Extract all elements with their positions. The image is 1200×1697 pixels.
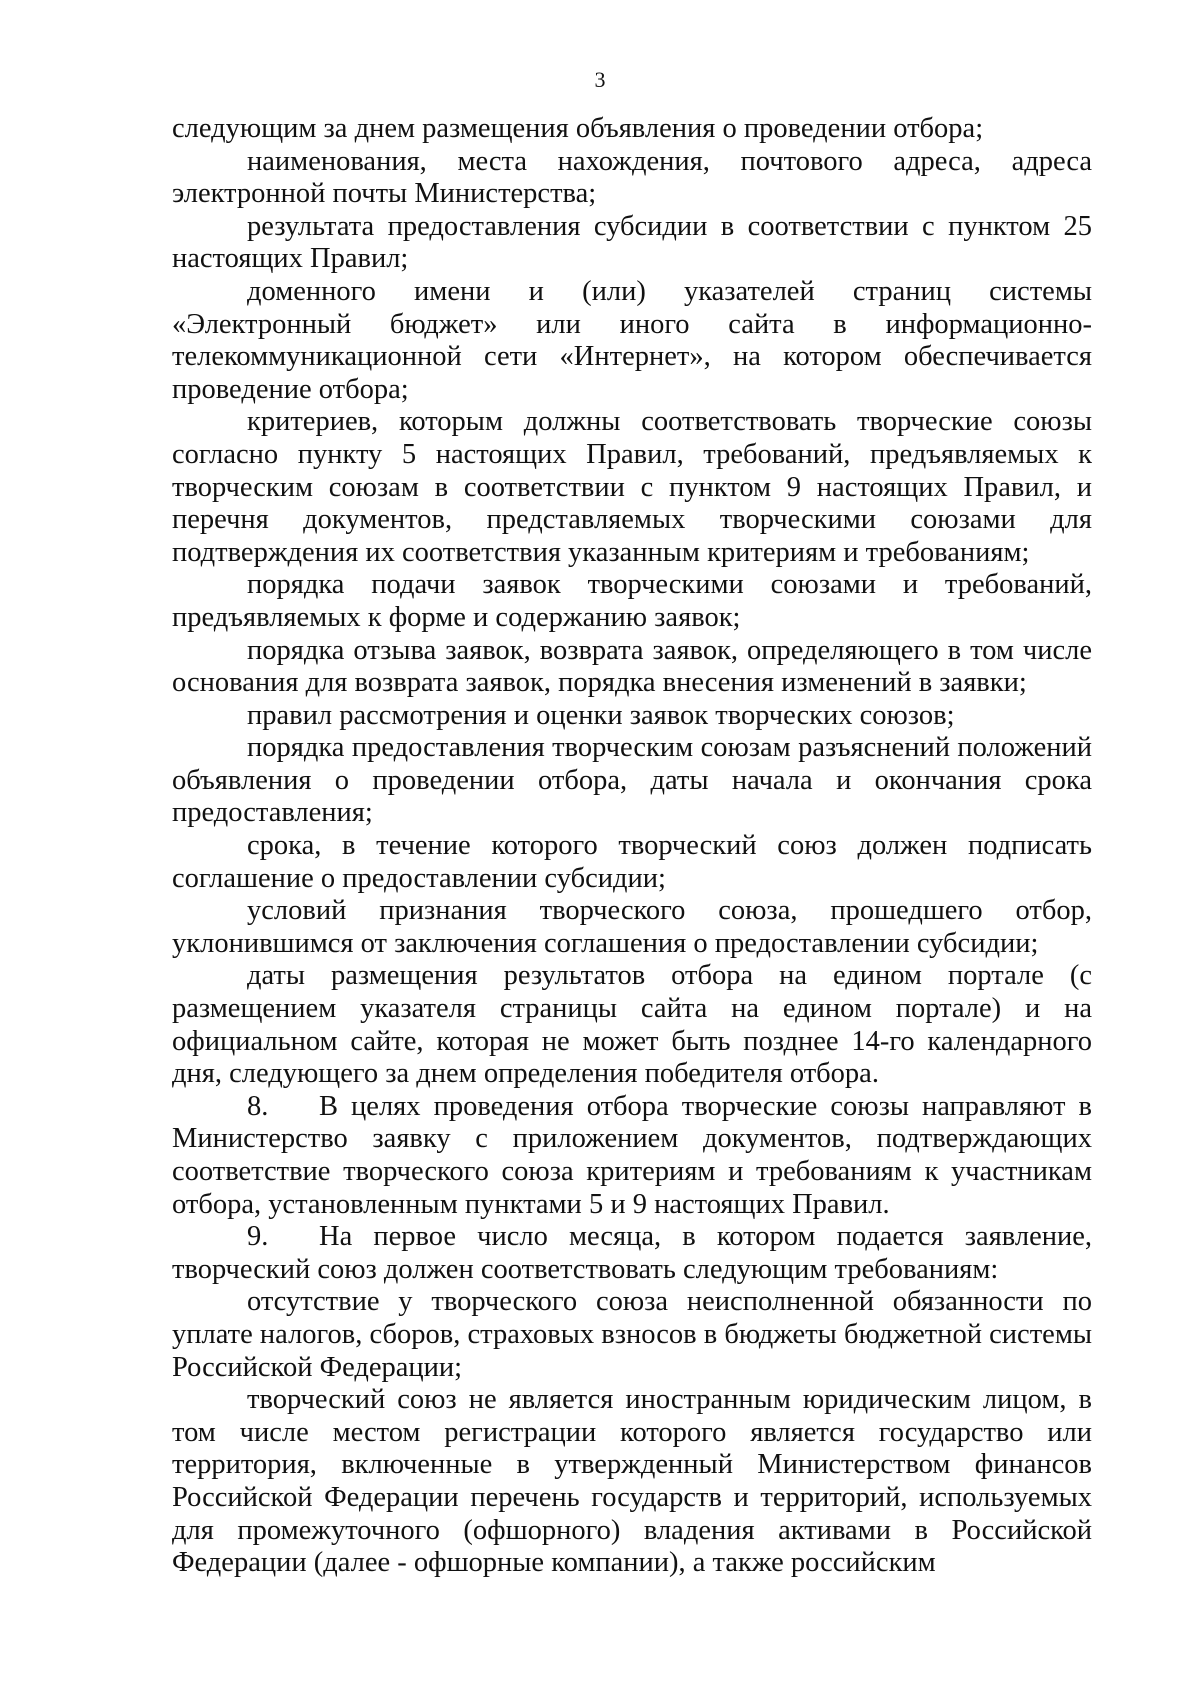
paragraph: [172, 406, 1092, 569]
paragraph-number: 8.: [247, 1090, 269, 1122]
paragraph: [172, 113, 1092, 146]
paragraph-text: критериев, которым должны соответствовать творческие союзы согласно пункту 5 настоящих Правил, требований, предъявляемых к творческим союзам в соответствии с пунктом 9 настоящих Правил, и перечня документов, представляемых творческими союзами для подтверждения их соответствия указанным критериям и требованиям;: [172, 406, 1092, 568]
paragraph: [172, 146, 1092, 211]
paragraph-number: 9.: [247, 1221, 269, 1253]
numbered-paragraph: [172, 1091, 1092, 1221]
paragraph: [172, 276, 1092, 406]
paragraph-text: даты размещения результатов отбора на едином портале (с размещением указателя страницы сайта на едином портале) и на официальном сайте, которая не может быть позднее 14-го календарного дня, следующего за днем определения победителя отбора.: [172, 960, 1092, 1090]
paragraph-text: срока, в течение которого творческий союз должен подписать соглашение о предоставлении субсидии;: [172, 830, 1092, 894]
paragraph-text: результата предоставления субсидии в соответствии с пунктом 25 настоящих Правил;: [172, 210, 1092, 275]
paragraph-text: доменного имени и (или) указателей страниц системы «Электронный бюджет» или иного сайта в информационно-телекоммуникационной сети «Интернет», на котором обеспечивается проведение отбора;: [172, 275, 1092, 405]
document-body: [172, 113, 1092, 1580]
numbered-paragraph: [172, 1221, 1092, 1286]
paragraph: [172, 569, 1092, 634]
paragraph-text: порядка отзыва заявок, возврата заявок, определяющего в том числе основания для возврата заявок, порядка внесения изменений в заявки;: [172, 634, 1092, 699]
paragraph-text: В целях проведения отбора творческие союзы направляют в Министерство заявку с приложением документов, подтверждающих соответствие творческого союза критериям и требованиям к участникам отбора, установленным пунктами 5 и 9 настоящих Правил.: [172, 1090, 1092, 1220]
paragraph-text: порядка подачи заявок творческими союзами и требований, предъявляемых к форме и содержанию заявок;: [172, 569, 1092, 633]
paragraph: [172, 1286, 1092, 1384]
paragraph: [172, 635, 1092, 700]
paragraph-text: правил рассмотрения и оценки заявок творческих союзов;: [247, 699, 955, 731]
page-number: 3: [594, 67, 606, 92]
paragraph-text: условий признания творческого союза, прошедшего отбор, уклонившимся от заключения соглашения о предоставлении субсидии;: [172, 895, 1092, 959]
paragraph: [172, 895, 1092, 960]
paragraph-text: На первое число месяца, в котором подается заявление, творческий союз должен соответствовать следующим требованиям:: [172, 1221, 1092, 1285]
paragraph: [172, 732, 1092, 830]
paragraph-text: творческий союз не является иностранным юридическим лицом, в том числе местом регистрации которого является государство или территория, включенные в утвержденный Министерством финансов Российской Федерации перечень государств и территорий, используемых для промежуточного (офшорного) владения активами в Российской Федерации (далее - офшорные компании), а также российским: [172, 1384, 1092, 1579]
paragraph: [172, 700, 1092, 733]
paragraph-text: следующим за днем размещения объявления о проведении отбора;: [172, 113, 984, 144]
paragraph: [172, 1384, 1092, 1580]
paragraph: [172, 211, 1092, 276]
paragraph-text: отсутствие у творческого союза неисполненной обязанности по уплате налогов, сборов, страховых взносов в бюджеты бюджетной системы Российской Федерации;: [172, 1286, 1092, 1383]
paragraph-text: наименования, места нахождения, почтового адреса, адреса электронной почты Министерства;: [172, 145, 1092, 210]
paragraph-text: порядка предоставления творческим союзам разъяснений положений объявления о проведении отбора, даты начала и окончания срока предоставления;: [172, 732, 1092, 829]
paragraph: [172, 830, 1092, 895]
paragraph: [172, 960, 1092, 1090]
